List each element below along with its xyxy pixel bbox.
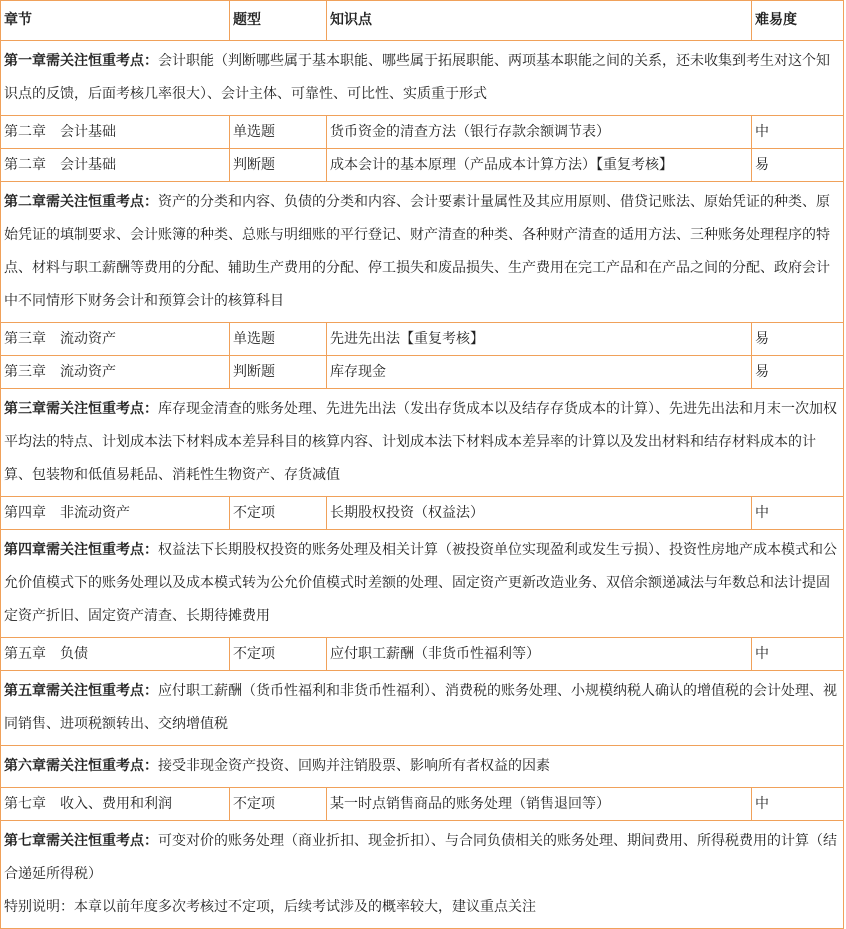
note-text: 权益法下长期股权投资的账务处理及相关计算（被投资单位实现盈利或发生亏损）、投资性房地产成本模式和公允价值模式下的账务处理以及成本模式转为公允价值模式时差额的处理、固定资产更新改造业务、双倍余额递减法与年数总和法计提固定资产折旧、固定资产清查、长期待摊费用 [4, 542, 837, 624]
note-cell [1, 671, 844, 746]
question-type-cell: 判断题 [230, 149, 327, 182]
chapter-cell: 第三章 流动资产 [1, 356, 230, 389]
difficulty-cell: 中 [752, 638, 844, 671]
note-cell [1, 746, 844, 788]
question-type-cell: 单选题 [230, 116, 327, 149]
note-title: 第六章需关注恒重考点： [4, 758, 158, 774]
note-text: 可变对价的账务处理（商业折扣、现金折扣）、与合同负债相关的账务处理、期间费用、所得税费用的计算（结合递延所得税） [4, 833, 837, 882]
header-difficulty: 难易度 [752, 1, 844, 41]
chapter-cell: 第七章 收入、费用和利润 [1, 788, 230, 821]
difficulty-cell: 易 [752, 323, 844, 356]
difficulty-cell: 中 [752, 788, 844, 821]
special-note-text: 特别说明：本章以前年度多次考核过不定项，后续考试涉及的概率较大，建议重点关注 [4, 899, 536, 915]
question-type-cell: 判断题 [230, 356, 327, 389]
question-type-cell: 不定项 [230, 497, 327, 530]
knowledge-point-cell: 库存现金 [327, 356, 752, 389]
note-row [1, 182, 844, 323]
note-cell [1, 821, 844, 929]
note-row [1, 389, 844, 497]
table-row [1, 356, 844, 389]
note-cell [1, 41, 844, 116]
difficulty-cell: 中 [752, 116, 844, 149]
note-text: 应付职工薪酬（货币性福利和非货币性福利）、消费税的账务处理、小规模纳税人确认的增值税的会计处理、视同销售、进项税额转出、交纳增值税 [4, 683, 837, 732]
knowledge-point-cell: 先进先出法【重复考核】 [327, 323, 752, 356]
table-row [1, 788, 844, 821]
chapter-cell: 第二章 会计基础 [1, 149, 230, 182]
note-title: 第三章需关注恒重考点： [4, 401, 158, 417]
question-type-cell: 不定项 [230, 788, 327, 821]
table-row [1, 497, 844, 530]
note-cell [1, 182, 844, 323]
note-title: 第四章需关注恒重考点： [4, 542, 158, 558]
note-cell [1, 389, 844, 497]
note-row [1, 671, 844, 746]
note-row [1, 746, 844, 788]
knowledge-point-cell: 货币资金的清查方法（银行存款余额调节表） [327, 116, 752, 149]
note-text: 接受非现金资产投资、回购并注销股票、影响所有者权益的因素 [158, 758, 550, 774]
knowledge-point-cell: 某一时点销售商品的账务处理（销售退回等） [327, 788, 752, 821]
knowledge-point-cell: 长期股权投资（权益法） [327, 497, 752, 530]
table-row [1, 116, 844, 149]
note-title: 第七章需关注恒重考点： [4, 833, 158, 849]
difficulty-cell: 易 [752, 149, 844, 182]
chapter-cell: 第四章 非流动资产 [1, 497, 230, 530]
knowledge-point-cell: 应付职工薪酬（非货币性福利等） [327, 638, 752, 671]
note-row [1, 41, 844, 116]
table-header-row [1, 1, 844, 41]
header-knowledge-point: 知识点 [327, 1, 752, 41]
note-title: 第二章需关注恒重考点： [4, 194, 158, 210]
difficulty-cell: 易 [752, 356, 844, 389]
header-question-type: 题型 [230, 1, 327, 41]
question-type-cell: 单选题 [230, 323, 327, 356]
chapter-cell: 第二章 会计基础 [1, 116, 230, 149]
table-row [1, 638, 844, 671]
difficulty-cell: 中 [752, 497, 844, 530]
knowledge-point-cell: 成本会计的基本原理（产品成本计算方法）【重复考核】 [327, 149, 752, 182]
note-title: 第五章需关注恒重考点： [4, 683, 158, 699]
note-text: 会计职能（判断哪些属于基本职能、哪些属于拓展职能、两项基本职能之间的关系，还未收集到考生对这个知识点的反馈，后面考核几率很大）、会计主体、可靠性、可比性、实质重于形式 [4, 53, 830, 102]
note-row [1, 530, 844, 638]
table-row [1, 323, 844, 356]
note-row [1, 821, 844, 929]
chapter-cell: 第五章 负债 [1, 638, 230, 671]
table-row [1, 149, 844, 182]
note-text: 资产的分类和内容、负债的分类和内容、会计要素计量属性及其应用原则、借贷记账法、原始凭证的种类、原始凭证的填制要求、会计账簿的种类、总账与明细账的平行登记、财产清查的种类、各种财产清查的适用方法、三种账务处理程序的特点、材料与职工薪酬等费用的分配、辅助生产费用的分配、停工损失和废品损失、生产费用在完工产品和在产品之间的分配、政府会计中不同情形下财务会计和预算会计的核算科目 [4, 194, 830, 309]
note-text: 库存现金清查的账务处理、先进先出法（发出存货成本以及结存存货成本的计算）、先进先出法和月末一次加权平均法的特点、计划成本法下材料成本差异科目的核算内容、计划成本法下材料成本差异率的计算以及发出材料和结存材料成本的计算、包装物和低值易耗品、消耗性生物资产、存货减值 [4, 401, 837, 483]
chapter-cell: 第三章 流动资产 [1, 323, 230, 356]
note-title: 第一章需关注恒重考点： [4, 53, 158, 69]
question-type-cell: 不定项 [230, 638, 327, 671]
note-cell [1, 530, 844, 638]
header-chapter: 章节 [1, 1, 230, 41]
